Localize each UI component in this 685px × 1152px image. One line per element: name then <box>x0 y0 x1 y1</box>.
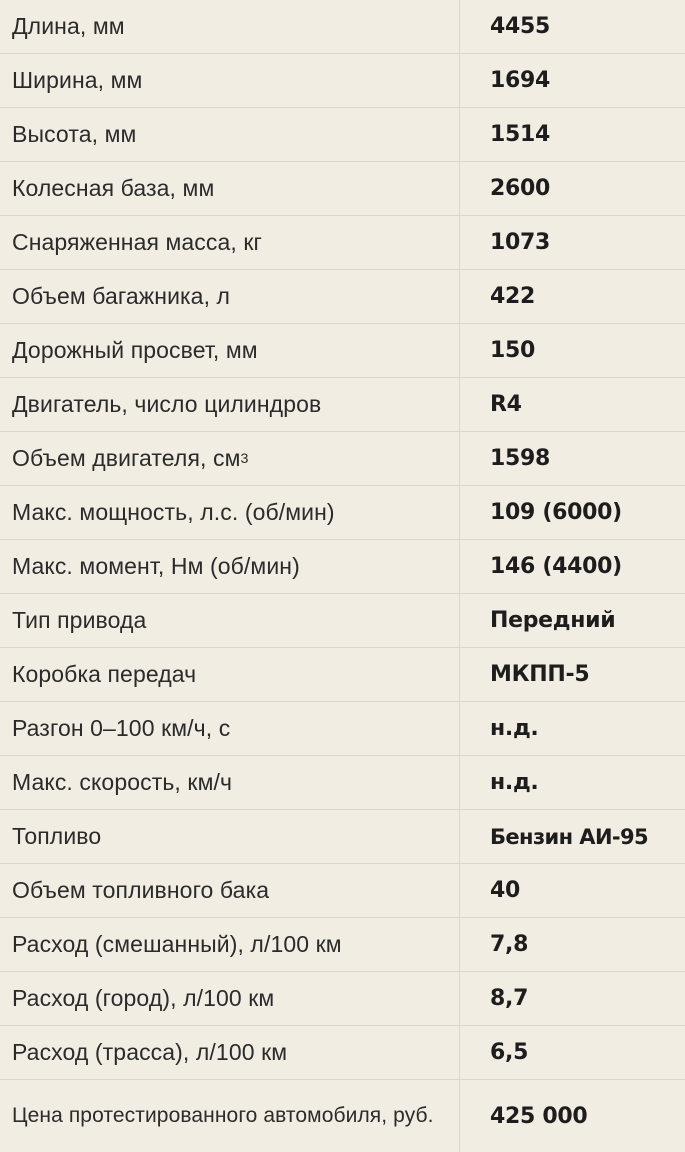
spec-value: 1694 <box>490 68 551 94</box>
table-row <box>0 378 685 432</box>
table-row <box>0 162 685 216</box>
spec-value: 2600 <box>490 176 551 202</box>
spec-label <box>0 324 460 377</box>
spec-label <box>0 108 460 161</box>
spec-label-text: Разгон 0–100 км/ч, с <box>12 715 231 742</box>
spec-value: 1514 <box>490 122 551 148</box>
spec-value: 7,8 <box>490 932 529 958</box>
spec-label-text: Расход (трасса), л/100 км <box>12 1039 288 1066</box>
spec-value: 150 <box>490 338 536 364</box>
spec-label-text: Цена протестированного автомобиля, руб. <box>12 1103 434 1127</box>
spec-value: Передний <box>490 608 616 634</box>
spec-value: МКПП-5 <box>490 662 590 688</box>
spec-value: R4 <box>490 392 522 418</box>
spec-value: 1598 <box>490 446 551 472</box>
table-row <box>0 432 685 486</box>
spec-label <box>0 540 460 593</box>
spec-value: 422 <box>490 284 536 310</box>
spec-label-text: Объем топливного бака <box>12 877 270 904</box>
spec-label-text: Объем багажника, л <box>12 283 231 310</box>
spec-label <box>0 1026 460 1079</box>
spec-label <box>0 756 460 809</box>
spec-value: н.д. <box>490 716 539 742</box>
spec-label <box>0 648 460 701</box>
table-row <box>0 810 685 864</box>
table-row <box>0 1026 685 1080</box>
spec-label <box>0 702 460 755</box>
table-row <box>0 702 685 756</box>
spec-label-text: Колесная база, мм <box>12 175 215 202</box>
table-row <box>0 756 685 810</box>
spec-value: 6,5 <box>490 1040 529 1066</box>
spec-value: 4455 <box>490 14 551 39</box>
table-row <box>0 270 685 324</box>
spec-label-text: Топливо <box>12 823 102 850</box>
spec-label-text: Длина, мм <box>12 13 125 40</box>
spec-label-text: Расход (смешанный), л/100 км <box>12 931 342 958</box>
spec-label-text: Расход (город), л/100 км <box>12 985 275 1012</box>
spec-label <box>0 162 460 215</box>
table-row <box>0 972 685 1026</box>
table-row <box>0 486 685 540</box>
table-row <box>0 54 685 108</box>
spec-label-text: Макс. мощность, л.с. (об/мин) <box>12 499 335 526</box>
table-row <box>0 540 685 594</box>
spec-label <box>0 972 460 1025</box>
spec-label-text: Тип привода <box>12 607 147 634</box>
spec-label <box>0 0 460 53</box>
spec-label-text: Макс. скорость, км/ч <box>12 769 233 796</box>
spec-value: 109 (6000) <box>490 500 622 526</box>
spec-label <box>0 270 460 323</box>
spec-label <box>0 918 460 971</box>
spec-label <box>0 594 460 647</box>
table-row <box>0 864 685 918</box>
spec-label <box>0 1080 460 1152</box>
spec-label <box>0 54 460 107</box>
table-row <box>0 108 685 162</box>
spec-value: 40 <box>490 878 521 904</box>
table-row <box>0 918 685 972</box>
spec-label-text: Макс. момент, Нм (об/мин) <box>12 553 300 580</box>
spec-value: 146 (4400) <box>490 554 622 580</box>
table-row <box>0 0 685 54</box>
spec-label-text: Ширина, мм <box>12 67 143 94</box>
spec-label-text: Двигатель, число цилиндров <box>12 391 322 418</box>
table-row <box>0 1080 685 1152</box>
spec-value: 8,7 <box>490 986 529 1012</box>
spec-label-text: Коробка передач <box>12 661 197 688</box>
spec-label <box>0 864 460 917</box>
spec-label-text: Объем двигателя, см <box>12 445 241 472</box>
table-row <box>0 648 685 702</box>
spec-label <box>0 486 460 539</box>
spec-label <box>0 216 460 269</box>
spec-value: н.д. <box>490 770 539 796</box>
spec-value: 425 000 <box>490 1103 588 1129</box>
spec-value: 1073 <box>490 230 551 256</box>
spec-label: Объем двигателя, см 3 <box>0 432 460 485</box>
spec-value: Бензин АИ-95 <box>490 824 649 849</box>
table-row <box>0 216 685 270</box>
table-row <box>0 594 685 648</box>
spec-label-text: Дорожный просвет, мм <box>12 337 258 364</box>
spec-label-text: Снаряженная масса, кг <box>12 229 263 256</box>
spec-label <box>0 810 460 863</box>
spec-label-text: Высота, мм <box>12 121 137 148</box>
table-row <box>0 324 685 378</box>
spec-label <box>0 378 460 431</box>
